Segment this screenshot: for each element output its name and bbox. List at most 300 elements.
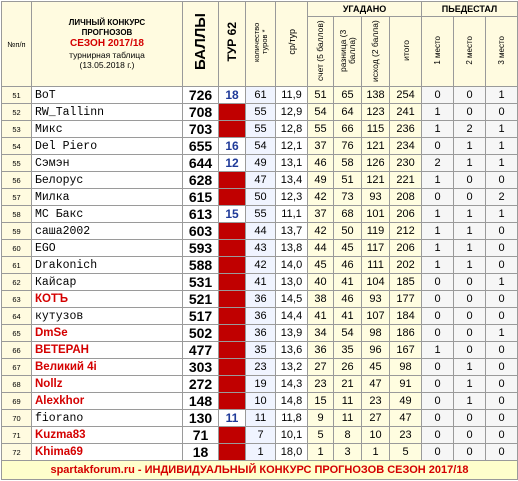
avg-value: 11,8: [276, 410, 308, 427]
third-place-value: 0: [486, 223, 518, 240]
contest-line-2: ПРОГНОЗОВ: [81, 28, 133, 37]
table-row: [2, 240, 518, 257]
total-hits-value: 202: [390, 257, 422, 274]
third-place-value: 0: [486, 376, 518, 393]
table-row: [2, 274, 518, 291]
third-place-value: 0: [486, 342, 518, 359]
points-value: 593: [183, 240, 219, 257]
points-value: 613: [183, 206, 219, 223]
avg-value: 13,0: [276, 274, 308, 291]
outcome-hits-value: 104: [362, 274, 390, 291]
points-value: 130: [183, 410, 219, 427]
second-place-value: 1: [454, 240, 486, 257]
row-number: 54: [2, 138, 32, 155]
avg-value: 13,7: [276, 223, 308, 240]
diff-hits-value: 65: [334, 87, 362, 104]
tours-count-value: 54: [246, 138, 276, 155]
g-score-header: [308, 17, 334, 87]
diff-hits-value: 68: [334, 206, 362, 223]
second-place-value: 0: [454, 444, 486, 461]
p-second-header-text: 2 место: [465, 36, 475, 65]
total-hits-value: 241: [390, 104, 422, 121]
outcome-hits-value: 111: [362, 257, 390, 274]
p-first-header: [422, 17, 454, 87]
points-value: 531: [183, 274, 219, 291]
avg-value: 18,0: [276, 444, 308, 461]
first-place-value: 1: [422, 240, 454, 257]
third-place-value: 0: [486, 104, 518, 121]
total-hits-value: 254: [390, 87, 422, 104]
avg-value: 12,3: [276, 189, 308, 206]
participant-name: Del Piero: [32, 138, 183, 155]
second-place-value: 1: [454, 257, 486, 274]
participant-name: КОТЪ: [32, 291, 183, 308]
score-hits-value: 44: [308, 240, 334, 257]
avg-header: [276, 2, 308, 87]
diff-hits-value: 46: [334, 257, 362, 274]
table-row: [2, 138, 518, 155]
row-number: 64: [2, 308, 32, 325]
p-second-header: [454, 17, 486, 87]
diff-hits-value: 41: [334, 308, 362, 325]
participant-name: fiorano: [32, 410, 183, 427]
points-value: 517: [183, 308, 219, 325]
first-place-value: 1: [422, 257, 454, 274]
third-place-value: 1: [486, 325, 518, 342]
score-hits-value: 45: [308, 257, 334, 274]
tour-value: [219, 325, 246, 342]
score-hits-value: 55: [308, 121, 334, 138]
tours-count-value: 61: [246, 87, 276, 104]
table-row: [2, 359, 518, 376]
diff-hits-value: 76: [334, 138, 362, 155]
diff-hits-value: 64: [334, 104, 362, 121]
score-hits-value: 5: [308, 427, 334, 444]
table-row: [2, 376, 518, 393]
total-hits-value: 236: [390, 121, 422, 138]
header-row-1: [2, 2, 518, 17]
row-number: 61: [2, 257, 32, 274]
row-number: 70: [2, 410, 32, 427]
diff-hits-value: 21: [334, 376, 362, 393]
row-number: 71: [2, 427, 32, 444]
tours-count-value: 47: [246, 172, 276, 189]
avg-value: 10,1: [276, 427, 308, 444]
third-place-value: 1: [486, 121, 518, 138]
outcome-hits-value: 10: [362, 427, 390, 444]
score-hits-value: 37: [308, 138, 334, 155]
diff-hits-value: 51: [334, 172, 362, 189]
row-number: 59: [2, 223, 32, 240]
points-value: 703: [183, 121, 219, 138]
first-place-value: 0: [422, 291, 454, 308]
score-hits-value: 54: [308, 104, 334, 121]
first-place-value: 0: [422, 87, 454, 104]
row-number: 69: [2, 393, 32, 410]
g-diff-header: [334, 17, 362, 87]
tours-count-value: 23: [246, 359, 276, 376]
first-place-value: 0: [422, 359, 454, 376]
tour-value: [219, 257, 246, 274]
avg-value: 14,0: [276, 257, 308, 274]
second-place-value: 1: [454, 359, 486, 376]
outcome-hits-value: 117: [362, 240, 390, 257]
second-place-value: 0: [454, 342, 486, 359]
tours-count-value: 55: [246, 206, 276, 223]
avg-value: 14,8: [276, 393, 308, 410]
g-score-header-text: счет (5 баллов): [315, 20, 325, 81]
participant-name: Khima69: [32, 444, 183, 461]
score-hits-value: 40: [308, 274, 334, 291]
points-value: 644: [183, 155, 219, 172]
tour-value: 18: [219, 87, 246, 104]
total-hits-value: 167: [390, 342, 422, 359]
tour-value: [219, 359, 246, 376]
table-title: [32, 2, 183, 87]
tour-value: 16: [219, 138, 246, 155]
outcome-hits-value: 45: [362, 359, 390, 376]
avg-value: 14,4: [276, 308, 308, 325]
third-place-value: 0: [486, 359, 518, 376]
third-place-value: 1: [486, 274, 518, 291]
tour-value: 12: [219, 155, 246, 172]
table-row: [2, 155, 518, 172]
tour-header: [219, 2, 246, 87]
total-hits-value: 206: [390, 240, 422, 257]
table-row: [2, 393, 518, 410]
g-diff-header-text: разница (3 балла): [337, 29, 357, 72]
score-hits-value: 49: [308, 172, 334, 189]
participant-name: ВЕТЕРАН: [32, 342, 183, 359]
row-number: 60: [2, 240, 32, 257]
total-hits-value: 212: [390, 223, 422, 240]
outcome-hits-value: 98: [362, 325, 390, 342]
total-hits-value: 47: [390, 410, 422, 427]
points-value: 18: [183, 444, 219, 461]
row-number: 51: [2, 87, 32, 104]
outcome-hits-value: 121: [362, 172, 390, 189]
outcome-hits-value: 47: [362, 376, 390, 393]
tours-count-value: 44: [246, 223, 276, 240]
third-place-value: 0: [486, 427, 518, 444]
tour-value: [219, 223, 246, 240]
tour-value: [219, 393, 246, 410]
diff-hits-value: 3: [334, 444, 362, 461]
g-outcome-header: [362, 17, 390, 87]
tours-count-value: 36: [246, 308, 276, 325]
third-place-value: 0: [486, 410, 518, 427]
second-place-value: 0: [454, 172, 486, 189]
second-place-value: 0: [454, 325, 486, 342]
tour-value: [219, 342, 246, 359]
table-row: [2, 291, 518, 308]
participant-name: кутузов: [32, 308, 183, 325]
points-header: [183, 2, 219, 87]
avg-value: 14,3: [276, 376, 308, 393]
score-hits-value: 38: [308, 291, 334, 308]
table-row: [2, 189, 518, 206]
first-place-value: 0: [422, 308, 454, 325]
points-value: 628: [183, 172, 219, 189]
tour-value: [219, 104, 246, 121]
row-number: 67: [2, 359, 32, 376]
points-value: 303: [183, 359, 219, 376]
diff-hits-value: 11: [334, 393, 362, 410]
table-row: [2, 172, 518, 189]
second-place-value: 1: [454, 376, 486, 393]
tours-count-value: 11: [246, 410, 276, 427]
first-place-value: 0: [422, 325, 454, 342]
subtitle-line-1: турнирная таблица: [69, 50, 145, 60]
participant-name: Nollz: [32, 376, 183, 393]
tours-count-value: 42: [246, 257, 276, 274]
standings-table: [1, 1, 518, 480]
row-number: 72: [2, 444, 32, 461]
first-place-value: 1: [422, 206, 454, 223]
pedestal-group-header: ПЬЕДЕСТАЛ: [422, 2, 518, 17]
season-label: СЕЗОН 2017/18: [70, 38, 144, 49]
points-value: 726: [183, 87, 219, 104]
first-place-value: 0: [422, 393, 454, 410]
table-row: [2, 427, 518, 444]
table-row: [2, 121, 518, 138]
participant-name: Drakonich: [32, 257, 183, 274]
score-hits-value: 36: [308, 342, 334, 359]
points-value: 615: [183, 189, 219, 206]
first-place-value: 2: [422, 155, 454, 172]
p-first-header-text: 1 место: [433, 36, 443, 65]
second-place-value: 1: [454, 138, 486, 155]
total-hits-value: 186: [390, 325, 422, 342]
tour-value: [219, 444, 246, 461]
footer-banner: spartakforum.ru - ИНДИВИДУАЛЬНЫЙ КОНКУРС ПРОГНОЗОВ СЕЗОН 2017/18: [2, 461, 518, 480]
total-hits-value: 98: [390, 359, 422, 376]
participant-name: Милка: [32, 189, 183, 206]
participant-name: MC Бакс: [32, 206, 183, 223]
footer-row: [2, 461, 518, 480]
third-place-value: 0: [486, 240, 518, 257]
tour-value: 15: [219, 206, 246, 223]
tours-count-value: 43: [246, 240, 276, 257]
tours-count-value: 1: [246, 444, 276, 461]
first-place-value: 1: [422, 172, 454, 189]
table-row: [2, 410, 518, 427]
second-place-value: 1: [454, 393, 486, 410]
third-place-value: 2: [486, 189, 518, 206]
guessed-group-header: УГАДАНО: [308, 2, 422, 17]
total-hits-value: 234: [390, 138, 422, 155]
avg-value: 11,9: [276, 87, 308, 104]
tour-value: [219, 427, 246, 444]
second-place-value: 1: [454, 223, 486, 240]
third-place-value: 1: [486, 87, 518, 104]
outcome-hits-value: 93: [362, 189, 390, 206]
avg-value: 13,6: [276, 342, 308, 359]
participant-name: RW_Tallinn: [32, 104, 183, 121]
row-number: 53: [2, 121, 32, 138]
table-row: [2, 104, 518, 121]
avg-value: 12,8: [276, 121, 308, 138]
total-hits-value: 230: [390, 155, 422, 172]
outcome-hits-value: 119: [362, 223, 390, 240]
table-row: [2, 206, 518, 223]
first-place-value: 1: [422, 342, 454, 359]
tour-value: 11: [219, 410, 246, 427]
tours-count-value: 36: [246, 325, 276, 342]
avg-value: 11,1: [276, 206, 308, 223]
second-place-value: 0: [454, 427, 486, 444]
table-row: [2, 223, 518, 240]
points-header-text: БАЛЛЫ: [192, 13, 209, 70]
diff-hits-value: 11: [334, 410, 362, 427]
score-hits-value: 34: [308, 325, 334, 342]
first-place-value: 0: [422, 189, 454, 206]
col-num-header: №п/п: [2, 2, 32, 87]
avg-value: 12,1: [276, 138, 308, 155]
diff-hits-value: 50: [334, 223, 362, 240]
outcome-hits-value: 1: [362, 444, 390, 461]
tour-value: [219, 308, 246, 325]
second-place-value: 0: [454, 291, 486, 308]
participant-name: Белорус: [32, 172, 183, 189]
row-number: 65: [2, 325, 32, 342]
g-outcome-header-text: исход (2 балла): [370, 19, 380, 82]
table-row: [2, 325, 518, 342]
points-value: 502: [183, 325, 219, 342]
row-number: 52: [2, 104, 32, 121]
participant-name: DmSe: [32, 325, 183, 342]
diff-hits-value: 41: [334, 274, 362, 291]
participant-name: Сэмэн: [32, 155, 183, 172]
first-place-value: 0: [422, 274, 454, 291]
contest-line-1: ЛИЧНЫЙ КОНКУРС: [68, 18, 146, 27]
table-row: [2, 342, 518, 359]
row-number: 63: [2, 291, 32, 308]
p-third-header: [486, 17, 518, 87]
participant-name: саша2002: [32, 223, 183, 240]
tour-value: [219, 291, 246, 308]
tours-count-value: 7: [246, 427, 276, 444]
first-place-value: 0: [422, 444, 454, 461]
third-place-value: 0: [486, 291, 518, 308]
outcome-hits-value: 115: [362, 121, 390, 138]
participant-name: EGO: [32, 240, 183, 257]
score-hits-value: 37: [308, 206, 334, 223]
outcome-hits-value: 27: [362, 410, 390, 427]
score-hits-value: 51: [308, 87, 334, 104]
first-place-value: 0: [422, 138, 454, 155]
points-value: 477: [183, 342, 219, 359]
participant-name: Kuzma83: [32, 427, 183, 444]
avg-value: 14,5: [276, 291, 308, 308]
outcome-hits-value: 93: [362, 291, 390, 308]
outcome-hits-value: 107: [362, 308, 390, 325]
standings-sheet: [1, 1, 517, 479]
tours-count-value: 55: [246, 121, 276, 138]
tour-header-text: ТУР 62: [225, 21, 239, 62]
second-place-value: 0: [454, 189, 486, 206]
total-hits-value: 221: [390, 172, 422, 189]
outcome-hits-value: 126: [362, 155, 390, 172]
diff-hits-value: 26: [334, 359, 362, 376]
score-hits-value: 1: [308, 444, 334, 461]
row-number: 66: [2, 342, 32, 359]
g-total-header: [390, 17, 422, 87]
total-hits-value: 5: [390, 444, 422, 461]
score-hits-value: 41: [308, 308, 334, 325]
table-row: [2, 308, 518, 325]
row-number: 55: [2, 155, 32, 172]
diff-hits-value: 45: [334, 240, 362, 257]
tour-value: [219, 121, 246, 138]
participant-name: Микс: [32, 121, 183, 138]
diff-hits-value: 66: [334, 121, 362, 138]
avg-value: 13,9: [276, 325, 308, 342]
second-place-value: 2: [454, 121, 486, 138]
first-place-value: 0: [422, 427, 454, 444]
points-value: 603: [183, 223, 219, 240]
score-hits-value: 15: [308, 393, 334, 410]
participant-name: Кайсар: [32, 274, 183, 291]
score-hits-value: 9: [308, 410, 334, 427]
first-place-value: 1: [422, 121, 454, 138]
first-place-value: 0: [422, 376, 454, 393]
tours-count-value: 41: [246, 274, 276, 291]
diff-hits-value: 73: [334, 189, 362, 206]
avg-value: 13,2: [276, 359, 308, 376]
second-place-value: 1: [454, 155, 486, 172]
points-value: 521: [183, 291, 219, 308]
first-place-value: 1: [422, 104, 454, 121]
avg-value: 13,4: [276, 172, 308, 189]
diff-hits-value: 46: [334, 291, 362, 308]
total-hits-value: 208: [390, 189, 422, 206]
tours-count-value: 19: [246, 376, 276, 393]
total-hits-value: 49: [390, 393, 422, 410]
outcome-hits-value: 96: [362, 342, 390, 359]
total-hits-value: 185: [390, 274, 422, 291]
diff-hits-value: 35: [334, 342, 362, 359]
score-hits-value: 27: [308, 359, 334, 376]
third-place-value: 1: [486, 155, 518, 172]
outcome-hits-value: 123: [362, 104, 390, 121]
table-row: [2, 257, 518, 274]
avg-value: 13,8: [276, 240, 308, 257]
third-place-value: 0: [486, 393, 518, 410]
tour-value: [219, 274, 246, 291]
outcome-hits-value: 101: [362, 206, 390, 223]
diff-hits-value: 54: [334, 325, 362, 342]
third-place-value: 1: [486, 138, 518, 155]
row-number: 57: [2, 189, 32, 206]
third-place-value: 1: [486, 206, 518, 223]
table-row: [2, 87, 518, 104]
second-place-value: 1: [454, 206, 486, 223]
third-place-value: 0: [486, 172, 518, 189]
second-place-value: 0: [454, 104, 486, 121]
points-value: 588: [183, 257, 219, 274]
outcome-hits-value: 138: [362, 87, 390, 104]
score-hits-value: 46: [308, 155, 334, 172]
avg-header-text: ср/тур: [286, 28, 297, 55]
tour-value: [219, 189, 246, 206]
score-hits-value: 23: [308, 376, 334, 393]
row-number: 62: [2, 274, 32, 291]
total-hits-value: 91: [390, 376, 422, 393]
tours-count-value: 55: [246, 104, 276, 121]
tour-value: [219, 240, 246, 257]
second-place-value: 0: [454, 308, 486, 325]
